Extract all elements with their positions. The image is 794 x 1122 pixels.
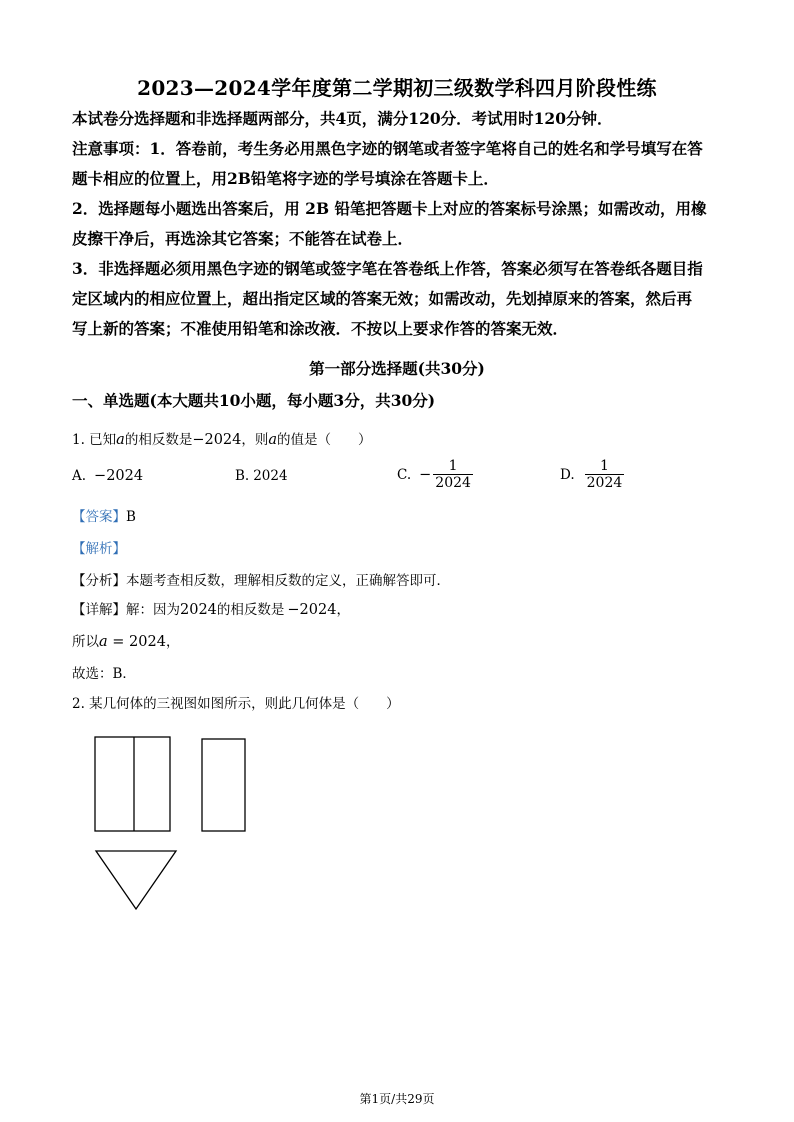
q1-mid2: ，则 — [241, 432, 269, 448]
q1-pre: 1. 已知 — [72, 432, 117, 448]
detail-pre: 解：因为 — [126, 602, 180, 618]
top-view — [96, 851, 176, 909]
option-d-denominator: 2024 — [586, 475, 623, 491]
notice-line-1: 本试卷分选择题和非选择题两部分，共4页，满分120分．考试用时120分钟． — [72, 109, 613, 128]
option-d-numerator: 1 — [600, 458, 609, 474]
page-footer: 第1页/共29页 — [359, 1092, 435, 1106]
option-b-value: 2024 — [253, 468, 288, 484]
fenxi-tag: 【分析】 — [72, 573, 126, 589]
notice-line-2: 注意事项：1．答卷前，考生务必用黑色字迹的钢笔或者签字笔将自己的姓名和学号填写在答 — [72, 139, 703, 158]
subsection-title: 一、单选题(本大题共10小题，每小题3分，共30分) — [72, 391, 436, 410]
side-view — [202, 739, 245, 831]
q1-mid: 的相反数是 — [124, 432, 193, 448]
option-d-label: D. — [560, 466, 575, 483]
detail-value: −2024 — [287, 602, 337, 618]
notice-line-7: 定区域内的相应位置上，超出指定区域的答案无效；如需改动，先划掉原来的答案，然后再 — [72, 289, 693, 308]
analysis-tag: 【解析】 — [72, 541, 126, 557]
option-a-label: A. — [72, 468, 87, 484]
question-2: 2. 某几何体的三视图如图所示，则此几何体是（ ） — [72, 696, 400, 712]
fenxi-text: 本题考查相反数，理解相反数的定义，正确解答即可． — [126, 573, 450, 589]
detail-post: ， — [336, 602, 350, 618]
q1-post: 的值是（ ） — [277, 432, 372, 448]
front-view — [95, 737, 170, 831]
option-c-denominator: 2024 — [435, 475, 471, 491]
so-post: ， — [165, 634, 180, 650]
section-title: 第一部分选择题(共30分) — [309, 359, 485, 378]
option-c-sign: − — [419, 466, 432, 483]
notice-line-6: 3．非选择题必须用黑色字迹的钢笔或签字笔在答卷纸上作答，答案必须写在答卷纸各题目指 — [72, 259, 703, 278]
answer-tag: 【答案】 — [72, 509, 126, 525]
choose-line: 故选：B． — [72, 666, 136, 682]
q1-value: −2024 — [192, 432, 242, 448]
option-a-value: −2024 — [94, 468, 144, 484]
detail-number: 2024 — [180, 602, 217, 618]
so-pre: 所以 — [72, 634, 99, 650]
notice-line-4: 2．选择题每小题选出答案后，用 2B 铅笔把答题卡上对应的答案标号涂黑；如需改动，用橡 — [72, 199, 707, 218]
q1-var: a — [116, 432, 125, 448]
detail-tag: 【详解】 — [72, 602, 126, 618]
notice-line-3: 题卡相应的位置上，用2B铅笔将字迹的学号填涂在答题卡上． — [72, 169, 499, 188]
so-var: a — [99, 634, 108, 650]
notice-line-5: 皮擦干净后，再选涂其它答案；不能答在试卷上． — [72, 229, 414, 248]
detail-mid: 的相反数是 — [216, 602, 285, 618]
so-eq: = 2024 — [107, 634, 166, 650]
page-title: 2023—2024学年度第二学期初三级数学科四月阶段性练 — [137, 76, 657, 100]
answer-value: B — [126, 509, 136, 525]
option-c-numerator: 1 — [448, 458, 458, 474]
option-b-label: B. — [235, 468, 250, 484]
q1-var2: a — [268, 432, 278, 448]
option-c-label: C. — [397, 466, 412, 483]
notice-line-8: 写上新的答案；不准使用铅笔和涂改液．不按以上要求作答的答案无效． — [72, 319, 569, 338]
